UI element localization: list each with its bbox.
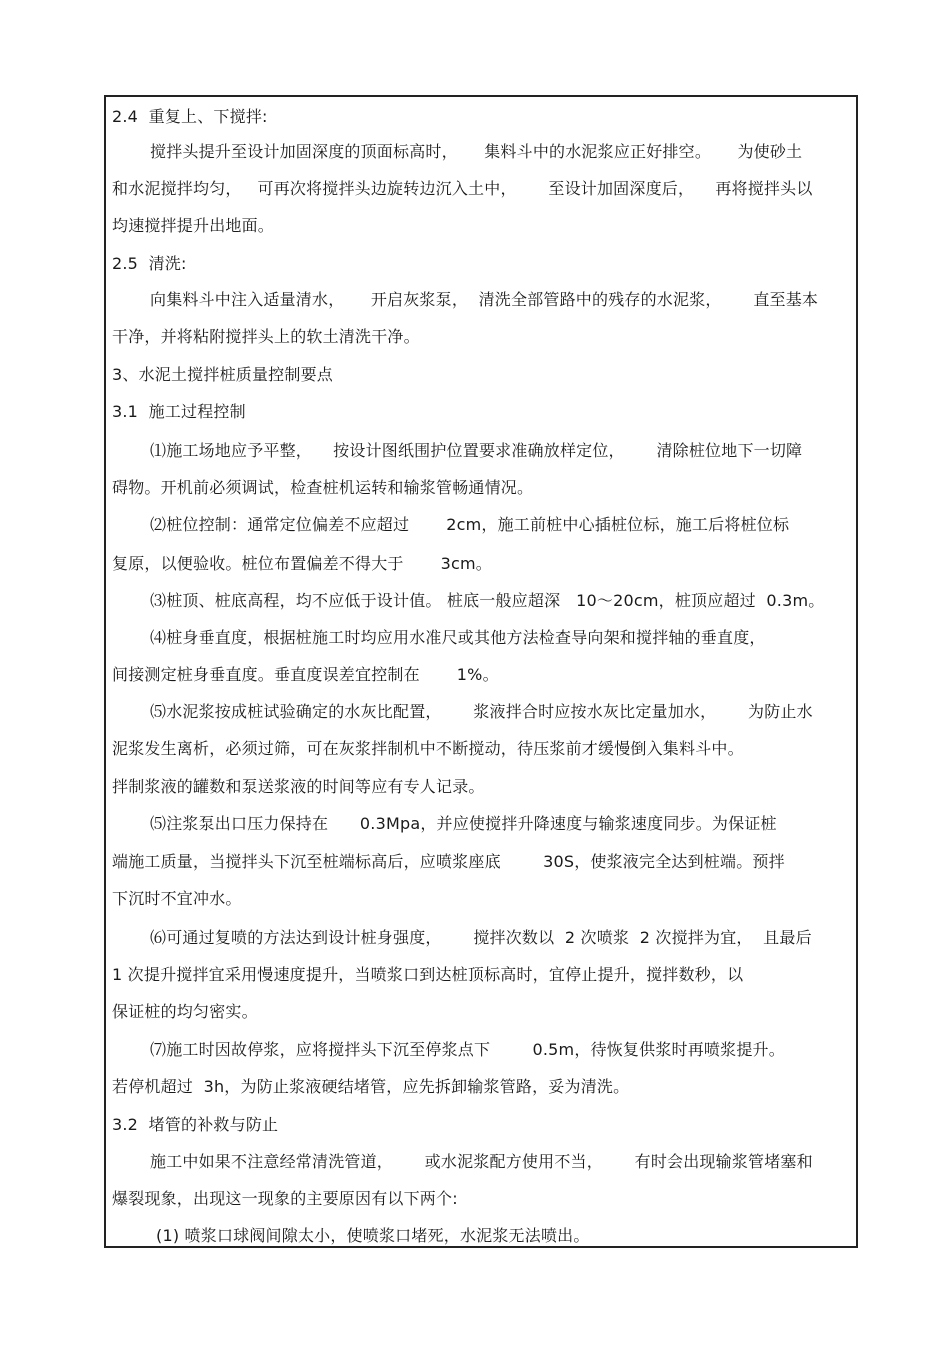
document-frame [104,95,858,1248]
text-line: ⑴施工场地应予平整， 按设计图纸围护位置要求准确放样定位， 清除桩位地下一切障 [150,441,803,460]
text-line: 若停机超过 3h，为防止浆液硬结堵管，应先拆卸输浆管路，妥为清洗。 [112,1077,630,1096]
text-line: 向集料斗中注入适量清水， 开启灰浆泵， 清洗全部管路中的残存的水泥浆， 直至基本 [150,290,819,309]
text-line: ⑸水泥浆按成桩试验确定的水灰比配置， 浆液拌合时应按水灰比定量加水， 为防止水 [150,702,813,721]
text-line: 3、水泥土搅拌桩质量控制要点 [112,365,333,384]
text-line: 3.2 堵管的补救与防止 [112,1115,279,1134]
text-line: ⑺施工时因故停浆，应将搅拌头下沉至停浆点下 0.5m，待恢复供浆时再喷浆提升。 [150,1040,785,1059]
text-line: 爆裂现象，出现这一现象的主要原因有以下两个: [112,1189,458,1208]
text-line: 保证桩的均匀密实。 [112,1002,258,1021]
text-line: 施工中如果不注意经常清洗管道， 或水泥浆配方使用不当， 有时会出现输浆管堵塞和 [150,1152,813,1171]
text-line: 泥浆发生离析，必须过筛，可在灰浆拌制机中不断搅动，待压浆前才缓慢倒入集料斗中。 [112,739,744,758]
text-line: 均速搅拌提升出地面。 [112,216,275,235]
text-line: ⑸注浆泵出口压力保持在 0.3Mpa，并应使搅拌升降速度与输浆速度同步。为保证桩 [150,814,777,833]
text-line: 和水泥搅拌均匀， 可再次将搅拌头边旋转边沉入土中， 至设计加固深度后， 再将搅拌头以 [112,179,813,198]
text-line: ⑹可通过复喷的方法达到设计桩身强度， 搅拌次数以 2 次喷浆 2 次搅拌为宜， 且最后 [150,928,812,947]
text-line: (1) 喷浆口球阀间隙太小，使喷浆口堵死，水泥浆无法喷出。 [156,1226,590,1245]
text-line: 1 次提升搅拌宜采用慢速度提升，当喷浆口到达桩顶标高时，宜停止提升，搅拌数秒，以 [112,965,744,984]
text-line: ⑵桩位控制：通常定位偏差不应超过 2cm，施工前桩中心插桩位标，施工后将桩位标 [150,515,790,534]
text-line: ⑶桩顶、桩底高程，均不应低于设计值。 桩底一般应超深 10～20cm，桩顶应超过 0.3m。 [150,591,825,610]
text-line: 搅拌头提升至设计加固深度的顶面标高时， 集料斗中的水泥浆应正好排空。 为使砂土 [150,142,803,161]
text-line: 碍物。开机前必须调试，检查桩机运转和输浆管畅通情况。 [112,478,534,497]
text-line: 复原，以便验收。桩位布置偏差不得大于 3cm。 [112,554,492,573]
document-body [112,97,852,1246]
text-line: 干净，并将粘附搅拌头上的软土清洗干净。 [112,327,420,346]
text-line: 2.5 清洗: [112,254,187,273]
text-line: 间接测定桩身垂直度。垂直度误差宜控制在 1%。 [112,665,499,684]
text-line: 拌制浆液的罐数和泵送浆液的时间等应有专人记录。 [112,777,485,796]
text-line: 3.1 施工过程控制 [112,402,246,421]
text-line: 端施工质量，当搅拌头下沉至桩端标高后，应喷浆座底 30S，使浆液完全达到桩端。预拌 [112,852,785,871]
text-line: 下沉时不宜冲水。 [112,889,242,908]
text-line: ⑷桩身垂直度，根据桩施工时均应用水准尺或其他方法检查导向架和搅拌轴的垂直度， [150,628,766,647]
text-line: 2.4 重复上、下搅拌: [112,107,268,126]
